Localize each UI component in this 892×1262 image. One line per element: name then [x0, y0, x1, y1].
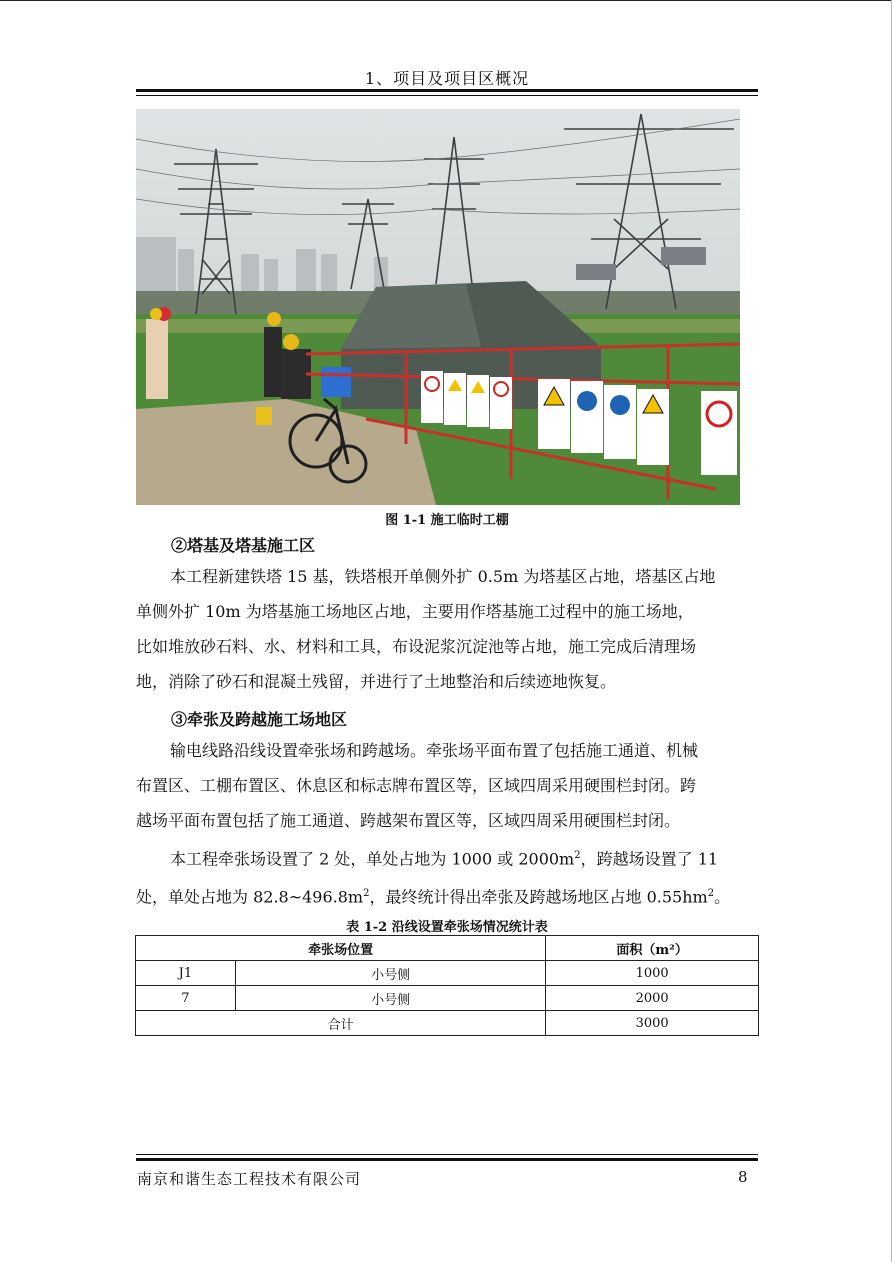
header-location: 牵张场位置 — [136, 936, 546, 961]
tension-site-table — [135, 935, 759, 1036]
table-header-row — [136, 936, 759, 961]
paragraph-line-area — [136, 838, 760, 876]
paragraph-line: 比如堆放砂石料、水、材料和工具，布设泥浆沉淀池等占地，施工完成后清理场 — [136, 637, 697, 656]
figure-caption: 图 1-1 施工临时工棚 — [385, 513, 509, 528]
cell-area: 1000 — [546, 961, 759, 986]
table-row — [136, 986, 759, 1011]
header-rule-thin — [136, 95, 758, 96]
section-heading-tower-base: ②塔基及塔基施工区 — [171, 536, 316, 555]
footer-rule-thin — [136, 1154, 758, 1155]
text-run: 。 — [714, 887, 731, 907]
text-run: ，跨越场设置了 11 — [580, 849, 719, 869]
superscript: 2 — [574, 850, 581, 861]
paragraph-line: 输电线路沿线设置牵张场和跨越场。牵张场平面布置了包括施工通道、机械 — [170, 741, 699, 760]
header-rule-thick — [136, 89, 758, 92]
paragraph-tension-site — [136, 733, 760, 915]
cell-side: 小号侧 — [235, 986, 545, 1011]
text-run: 本工程牵张场设置了 2 处，单处占地为 1000 或 2000m — [170, 849, 575, 869]
construction-site-photo — [136, 109, 740, 505]
footer-company: 南京和谐生态工程技术有限公司 — [137, 1170, 362, 1188]
cell-side: 小号侧 — [235, 961, 545, 986]
cell-total-area: 3000 — [546, 1011, 759, 1036]
section-heading-tension-site: ③牵张及跨越施工场地区 — [171, 710, 348, 729]
page-top-border — [0, 0, 892, 1]
footer-rule-thick — [136, 1158, 758, 1161]
table-total-row — [136, 1011, 759, 1036]
table-row — [136, 961, 759, 986]
paragraph-line: 布置区、工棚布置区、休息区和标志牌布置区等，区域四周采用硬围栏封闭。跨 — [136, 776, 697, 795]
chapter-header: 1、项目及项目区概况 — [364, 69, 530, 88]
cell-id: J1 — [136, 961, 236, 986]
superscript: 2 — [707, 888, 715, 900]
paragraph-line-area-total — [136, 876, 760, 914]
cell-id: 7 — [136, 986, 236, 1011]
cell-total-label: 合计 — [136, 1011, 546, 1036]
paragraph-line: 本工程新建铁塔 15 基，铁塔根开单侧外扩 0.5m 为塔基区占地，塔基区占地 — [170, 567, 716, 586]
paragraph-line: 地，消除了砂石和混凝土残留，并进行了土地整治和后续迹地恢复。 — [136, 672, 617, 691]
paragraph-tower-base — [136, 559, 760, 699]
text-run: 处，单处占地为 82.8~496.8m — [136, 887, 364, 907]
paragraph-line: 越场平面布置包括了施工通道、跨越架布置区等，区域四周采用硬围栏封闭。 — [136, 811, 681, 830]
table-caption: 表 1-2 沿线设置牵张场情况统计表 — [346, 920, 548, 935]
text-run: ，最终统计得出牵张及跨越场地区占地 0.55hm — [369, 887, 708, 907]
superscript: 2 — [363, 888, 370, 900]
cell-area: 2000 — [546, 986, 759, 1011]
header-area: 面积（m²） — [546, 936, 759, 961]
page-number: 8 — [738, 1168, 748, 1186]
paragraph-line: 单侧外扩 10m 为塔基施工场地区占地，主要用作塔基施工过程中的施工场地， — [136, 602, 694, 621]
